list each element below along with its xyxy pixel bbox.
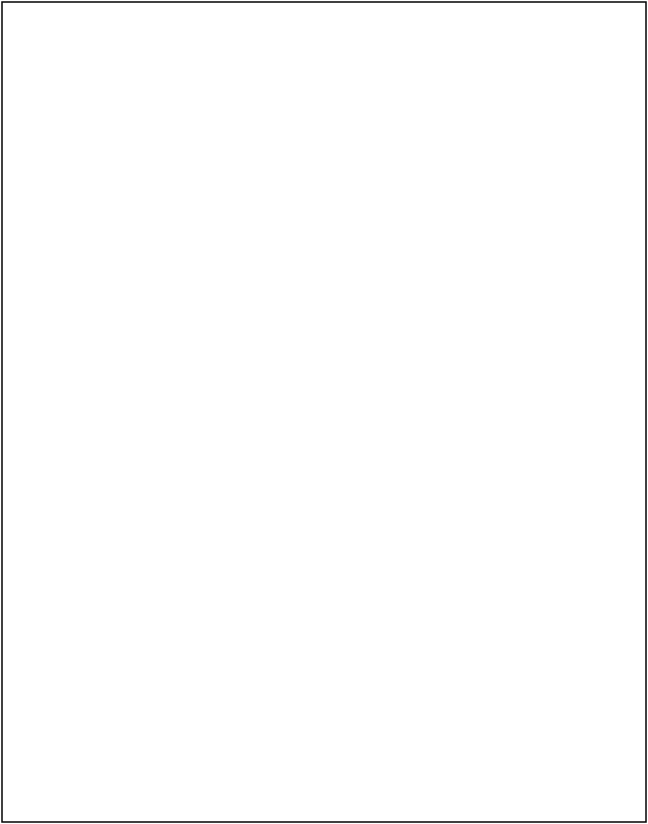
outer-border (2, 2, 646, 822)
